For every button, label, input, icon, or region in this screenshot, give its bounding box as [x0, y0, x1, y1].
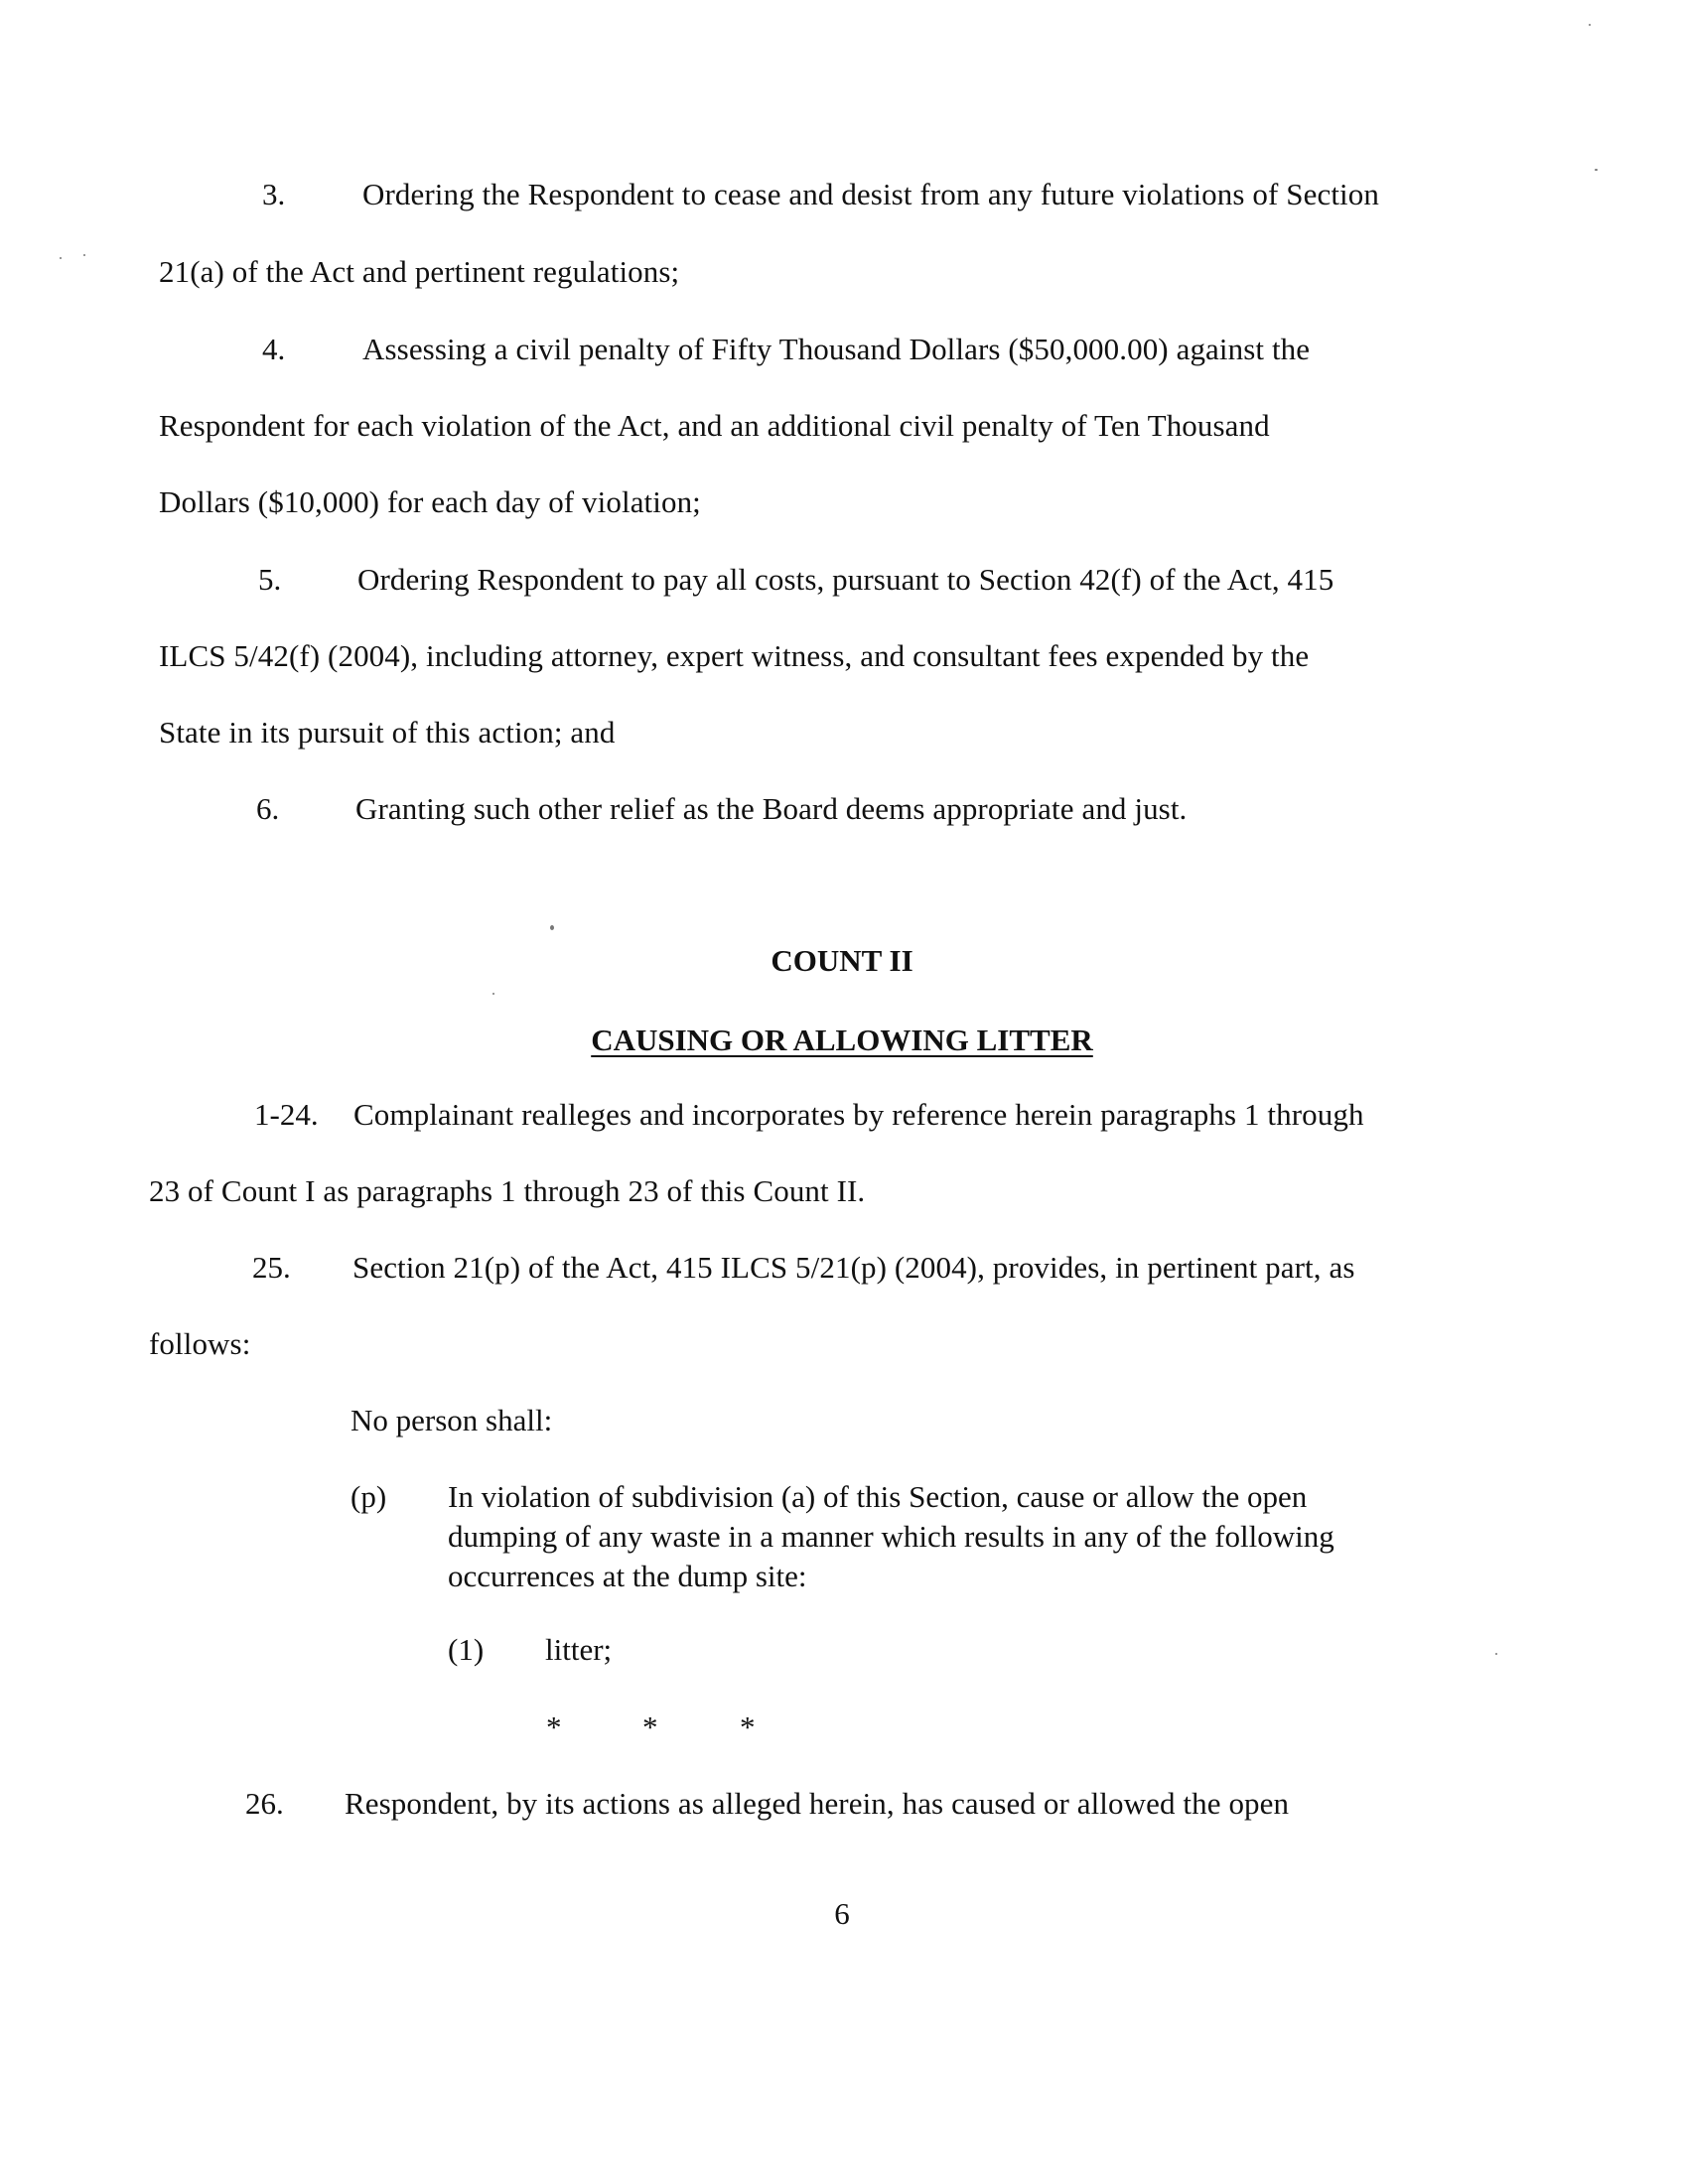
- paragraph-line: follows:: [149, 1326, 251, 1361]
- scan-speck: [1589, 24, 1591, 26]
- relief-item-line: ILCS 5/42(f) (2004), including attorney, expert witness, and consultant fees expended by the: [159, 638, 1310, 673]
- relief-item-line: Ordering Respondent to pay all costs, pursuant to Section 42(f) of the Act, 415: [357, 562, 1334, 597]
- count-subheading: [0, 1023, 1684, 1058]
- relief-item-line: Dollars ($10,000) for each day of violation;: [159, 484, 701, 519]
- relief-item-line: State in its pursuit of this action; and: [159, 715, 616, 750]
- relief-item-number: 6.: [256, 791, 280, 826]
- relief-item-number: 3.: [262, 177, 286, 211]
- scan-speck: [60, 257, 62, 259]
- quotation-subitem-text: litter;: [545, 1632, 613, 1667]
- ellipsis-star: *: [546, 1709, 562, 1744]
- quotation-item-line: occurrences at the dump site:: [448, 1559, 807, 1593]
- relief-item-line: Respondent for each violation of the Act, and an additional civil penalty of Ten Thousand: [159, 408, 1270, 443]
- quotation-subitem-label: (1): [448, 1632, 485, 1667]
- scan-speck: [550, 925, 554, 930]
- relief-item-line: Granting such other relief as the Board deems appropriate and just.: [355, 791, 1188, 826]
- page-number: 6: [834, 1896, 850, 1931]
- relief-item-line: Ordering the Respondent to cease and desist from any future violations of Section: [362, 177, 1379, 211]
- paragraph-line: 23 of Count I as paragraphs 1 through 23 of this Count II.: [149, 1173, 866, 1208]
- relief-item-number: 5.: [258, 562, 282, 597]
- scan-speck: [1595, 169, 1598, 171]
- scan-speck: [1495, 1653, 1497, 1655]
- count-subheading-text: CAUSING OR ALLOWING LITTER: [591, 1023, 1093, 1057]
- quotation-item-line: In violation of subdivision (a) of this Section, cause or allow the open: [448, 1479, 1308, 1514]
- paragraph-number: 25.: [252, 1250, 291, 1285]
- quotation-intro: No person shall:: [351, 1403, 553, 1437]
- count-heading: COUNT II: [771, 943, 913, 978]
- ellipsis-star: *: [740, 1709, 756, 1744]
- relief-item-line: Assessing a civil penalty of Fifty Thousand Dollars ($50,000.00) against the: [362, 332, 1311, 366]
- quotation-item-line: dumping of any waste in a manner which results in any of the following: [448, 1519, 1334, 1554]
- quotation-item-label: (p): [351, 1479, 387, 1514]
- scan-speck: [83, 254, 85, 256]
- relief-item-line: 21(a) of the Act and pertinent regulations;: [159, 254, 680, 289]
- paragraph-line: Section 21(p) of the Act, 415 ILCS 5/21(p) (2004), provides, in pertinent part, as: [352, 1250, 1355, 1285]
- paragraph-line: Respondent, by its actions as alleged herein, has caused or allowed the open: [345, 1786, 1290, 1821]
- relief-item-number: 4.: [262, 332, 286, 366]
- paragraph-number: 1-24.: [254, 1097, 319, 1132]
- paragraph-line: Complainant realleges and incorporates by reference herein paragraphs 1 through: [353, 1097, 1364, 1132]
- ellipsis-star: *: [642, 1709, 658, 1744]
- paragraph-number: 26.: [245, 1786, 284, 1821]
- scan-speck: [492, 993, 494, 995]
